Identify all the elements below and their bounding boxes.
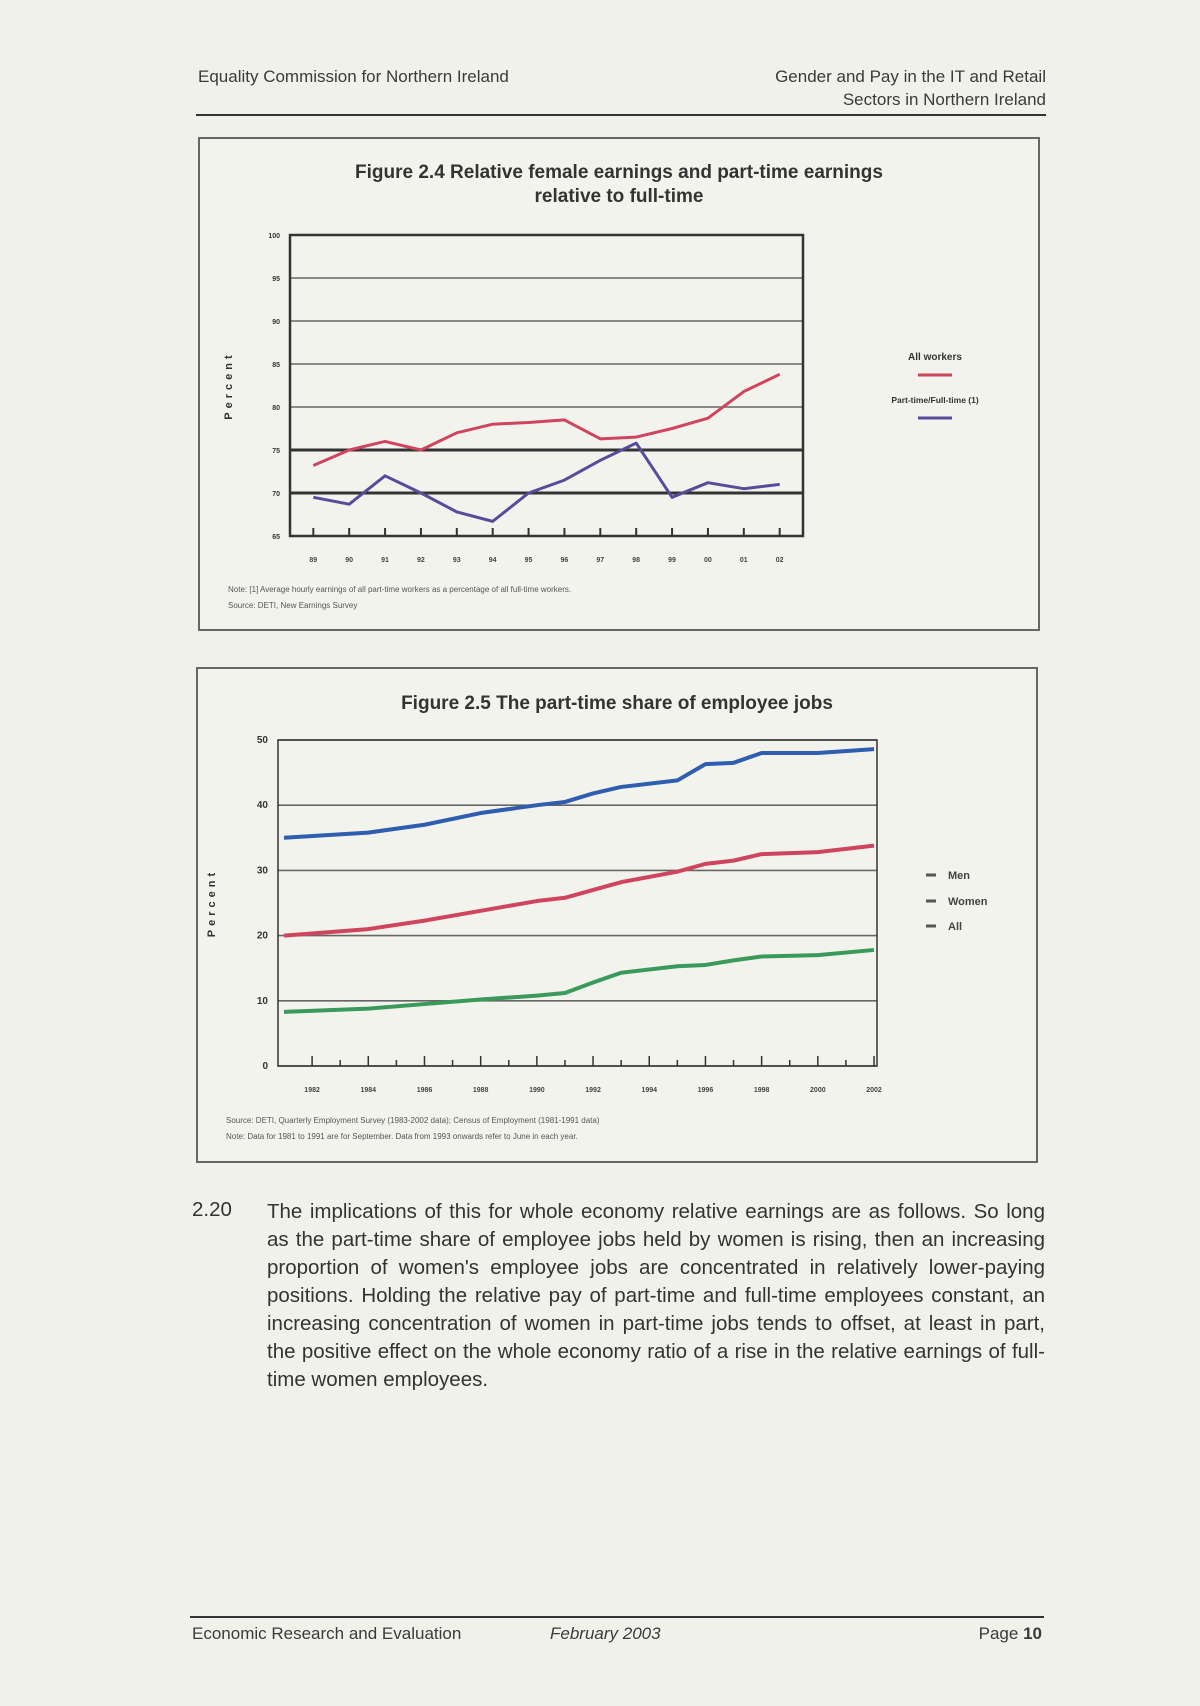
- figure-2-4-source: Source: DETI, New Earnings Survey: [228, 601, 358, 610]
- y-tick-label: 70: [272, 491, 280, 498]
- y-tick-label: 65: [272, 534, 280, 541]
- footer-page: [979, 1624, 1042, 1644]
- x-tick-label: 02: [775, 557, 784, 564]
- footer-page-number: 10: [1023, 1624, 1042, 1643]
- figure-2-5-source: Source: DETI, Quarterly Employment Survey (1983-2002 data); Census of Employment (1981-1991 data): [226, 1116, 600, 1125]
- legend-label: All: [948, 921, 963, 933]
- x-tick-label: 90: [345, 557, 354, 564]
- y-axis-label: Percent: [206, 868, 218, 938]
- x-tick-label: 1988: [472, 1087, 489, 1094]
- x-tick-label: 00: [704, 557, 712, 564]
- x-tick-label: 92: [417, 557, 425, 564]
- paragraph-number: 2.20: [192, 1198, 232, 1221]
- x-tick-label: 95: [524, 557, 533, 564]
- footer-page-label: Page: [978, 1624, 1019, 1643]
- x-tick-label: 01: [739, 557, 748, 564]
- y-tick-label: 20: [256, 930, 268, 942]
- x-tick-label: 1986: [416, 1087, 433, 1094]
- y-tick-label: 100: [268, 233, 280, 240]
- footer-rule: [190, 1616, 1044, 1618]
- x-tick-label: 99: [668, 557, 676, 564]
- x-tick-label: 1990: [529, 1087, 545, 1094]
- x-tick-label: 97: [596, 557, 605, 564]
- legend-label: Women: [948, 896, 988, 908]
- header-left: Equality Commission for Northern Ireland: [198, 67, 509, 86]
- x-tick-label: 2002: [866, 1087, 882, 1094]
- x-tick-label: 1992: [585, 1087, 601, 1094]
- x-tick-label: 96: [560, 557, 569, 564]
- figure-2-4-title-line2: relative to full-time: [534, 186, 704, 207]
- plot-frame: [278, 740, 877, 1066]
- y-axis-label: Percent: [223, 351, 235, 420]
- header-right-line1: Gender and Pay in the IT and Retail: [775, 67, 1046, 86]
- legend-label: Part-time/Full-time (1): [891, 395, 979, 405]
- x-tick-label: 91: [381, 557, 389, 564]
- x-tick-label: 93: [452, 557, 461, 564]
- x-tick-label: 94: [488, 557, 497, 564]
- x-tick-label: 1984: [360, 1087, 377, 1094]
- y-tick-label: 50: [256, 735, 268, 746]
- y-tick-label: 90: [272, 319, 280, 326]
- series-line-women: [284, 749, 874, 838]
- y-tick-label: 75: [272, 448, 280, 455]
- x-tick-label: 2000: [810, 1087, 826, 1094]
- y-tick-label: 10: [256, 995, 268, 1007]
- series-line-all: [284, 846, 874, 936]
- y-tick-label: 30: [256, 865, 268, 877]
- y-tick-label: 80: [272, 405, 280, 412]
- header-right-line2: Sectors in Northern Ireland: [842, 90, 1046, 109]
- figure-2-5-note: Note: Data for 1981 to 1991 are for September. Data from 1993 onwards refer to June in each year.: [226, 1132, 578, 1141]
- y-tick-label: 85: [272, 362, 280, 369]
- footer-date: February 2003: [550, 1624, 661, 1643]
- paragraph-text: The implications of this for whole economy relative earnings are as follows. So long as the part-time share of employee jobs held by women is rising, then an increasing proportion of women's employee jobs are concentrated in relatively lower-paying positions. Holding the relative pay of part-time and full-time employees constant, an increasing concentration of women in part-time jobs tends to offset, at least in part, the positive effect on the whole economy ratio of a rise in the relative earnings of full-time women employees.: [267, 1200, 1045, 1391]
- figure-2-4-note: Note: [1] Average hourly earnings of all part-time workers as a percentage of all full-time workers.: [228, 585, 572, 594]
- x-tick-label: 1994: [641, 1087, 658, 1094]
- y-tick-label: 0: [262, 1061, 268, 1072]
- y-tick-label: 95: [272, 276, 280, 283]
- figure-2-4-title-line1: Figure 2.4 Relative female earnings and part-time earnings: [355, 162, 883, 183]
- y-tick-label: 40: [256, 800, 268, 812]
- footer-left: Economic Research and Evaluation: [192, 1624, 462, 1643]
- x-tick-label: 1996: [697, 1087, 714, 1094]
- x-tick-label: 1998: [753, 1087, 770, 1094]
- x-tick-label: 89: [309, 557, 318, 564]
- figure-2-5-title: Figure 2.5 The part-time share of employee jobs: [401, 693, 833, 714]
- series-line-men: [284, 950, 874, 1012]
- legend-label: All workers: [908, 352, 962, 363]
- x-tick-label: 98: [632, 557, 641, 564]
- x-tick-label: 1982: [304, 1087, 320, 1094]
- legend-label: Men: [948, 870, 970, 882]
